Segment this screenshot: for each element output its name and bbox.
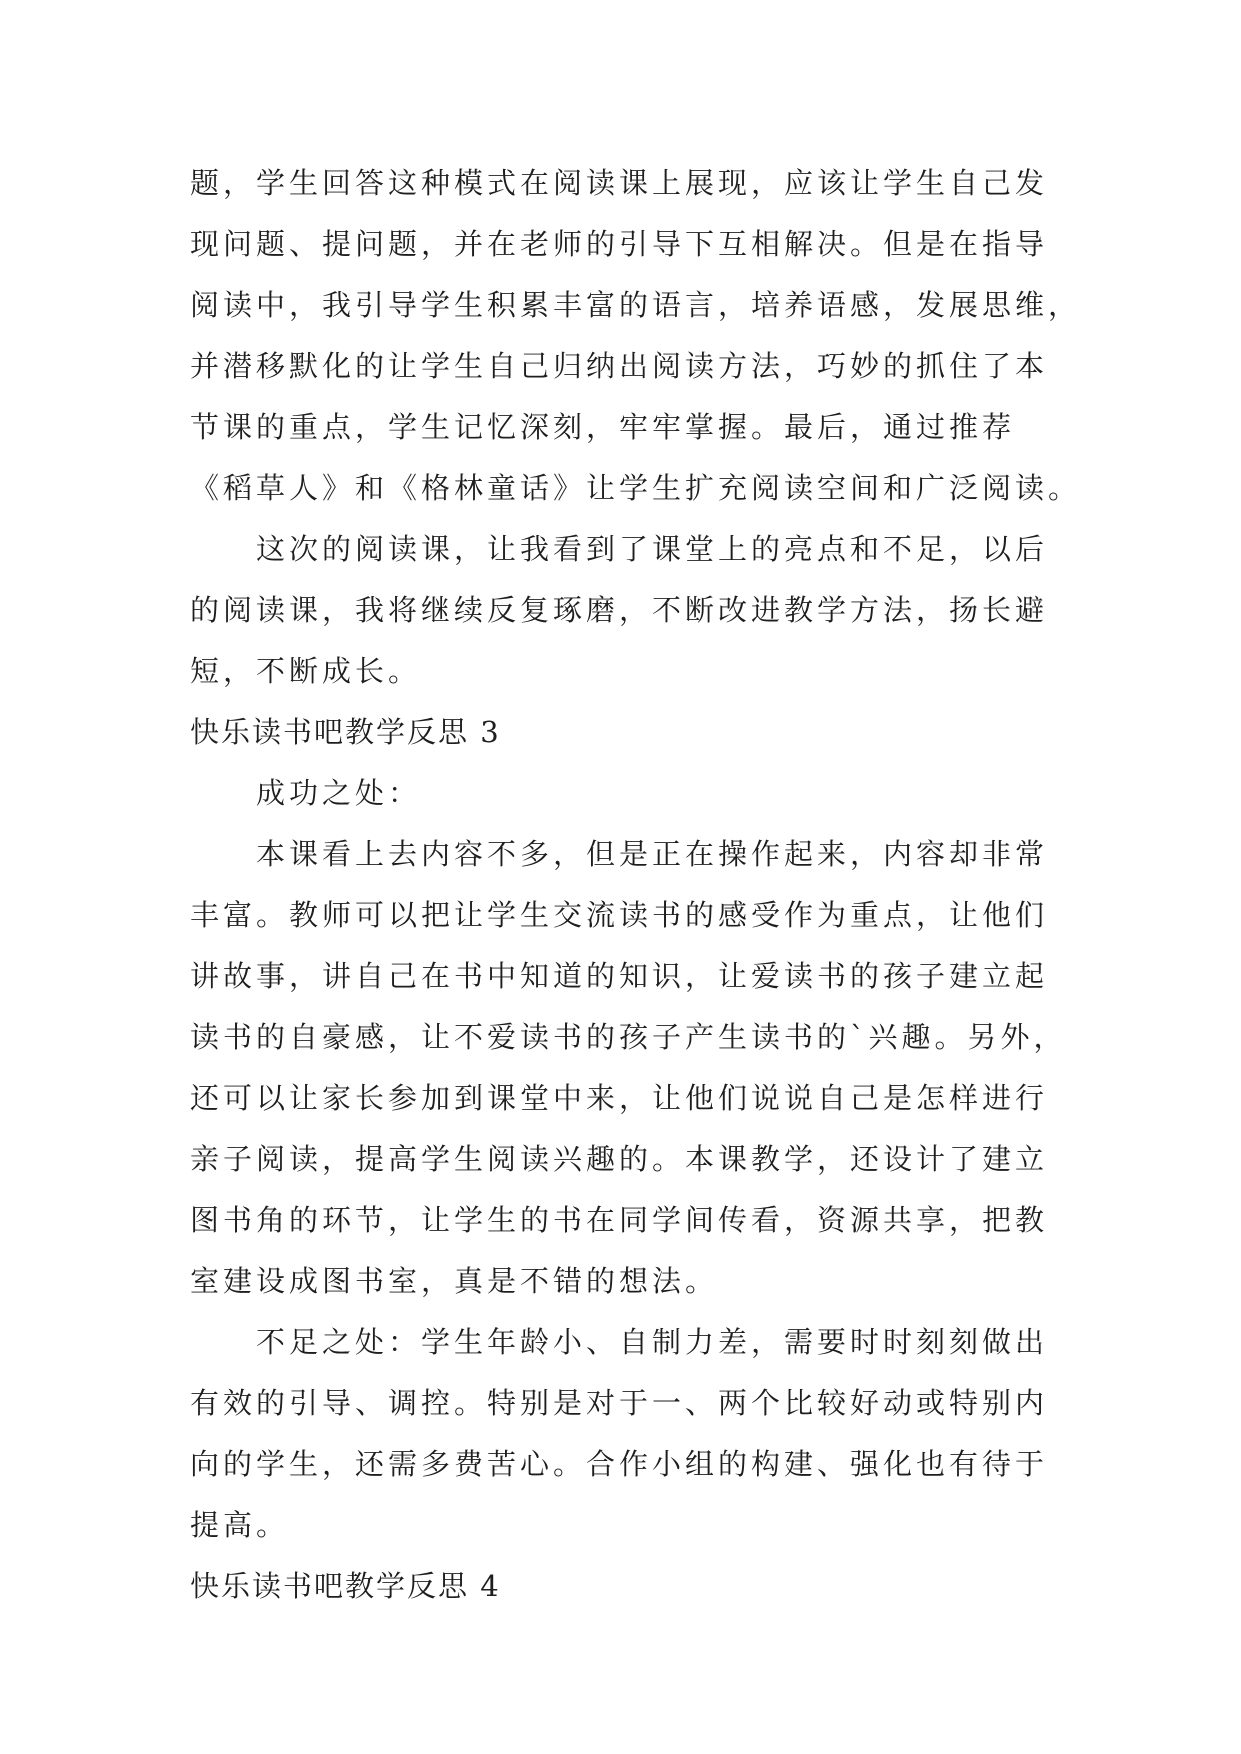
section-heading: 快乐读书吧教学反思 4 bbox=[190, 1569, 501, 1603]
paragraph-line: 亲子阅读，提高学生阅读兴趣的。本课教学，还设计了建立 bbox=[190, 1142, 1049, 1176]
paragraph-line: 《稻草人》和《格林童话》让学生扩充阅读空间和广泛阅读。 bbox=[190, 471, 1082, 505]
paragraph-line: 还可以让家长参加到课堂中来，让他们说说自己是怎样进行 bbox=[190, 1081, 1049, 1115]
section-heading: 快乐读书吧教学反思 3 bbox=[190, 715, 501, 749]
paragraph-line: 的阅读课，我将继续反复琢磨，不断改进教学方法，扬长避 bbox=[190, 593, 1049, 627]
paragraph-line: 阅读中，我引导学生积累丰富的语言，培养语感，发展思维， bbox=[190, 288, 1082, 322]
paragraph-line: 读书的自豪感，让不爱读书的孩子产生读书的`兴趣。另外， bbox=[190, 1020, 1067, 1054]
paragraph-line: 不足之处：学生年龄小、自制力差，需要时时刻刻做出 bbox=[256, 1325, 1049, 1359]
paragraph-line: 题，学生回答这种模式在阅读课上展现，应该让学生自己发 bbox=[190, 166, 1049, 200]
paragraph-line: 这次的阅读课，让我看到了课堂上的亮点和不足，以后 bbox=[256, 532, 1049, 566]
paragraph-line: 室建设成图书室，真是不错的想法。 bbox=[190, 1264, 719, 1298]
paragraph-line: 讲故事，讲自己在书中知道的知识，让爱读书的孩子建立起 bbox=[190, 959, 1049, 993]
paragraph-line: 节课的重点，学生记忆深刻，牢牢掌握。最后，通过推荐 bbox=[190, 410, 1016, 444]
paragraph-line: 并潜移默化的让学生自己归纳出阅读方法，巧妙的抓住了本 bbox=[190, 349, 1049, 383]
paragraph-line: 向的学生，还需多费苦心。合作小组的构建、强化也有待于 bbox=[190, 1447, 1049, 1481]
document-body bbox=[190, 153, 1082, 1617]
paragraph-line: 图书角的环节，让学生的书在同学间传看，资源共享，把教 bbox=[190, 1203, 1049, 1237]
paragraph-line: 丰富。教师可以把让学生交流读书的感受作为重点，让他们 bbox=[190, 898, 1049, 932]
paragraph-line: 短，不断成长。 bbox=[190, 654, 422, 688]
paragraph-line: 提高。 bbox=[190, 1508, 290, 1542]
paragraph-line: 现问题、提问题，并在老师的引导下互相解决。但是在指导 bbox=[190, 227, 1049, 261]
paragraph-line: 本课看上去内容不多，但是正在操作起来，内容却非常 bbox=[256, 837, 1049, 871]
paragraph-line: 有效的引导、调控。特别是对于一、两个比较好动或特别内 bbox=[190, 1386, 1049, 1420]
paragraph-line: 成功之处： bbox=[256, 776, 422, 810]
